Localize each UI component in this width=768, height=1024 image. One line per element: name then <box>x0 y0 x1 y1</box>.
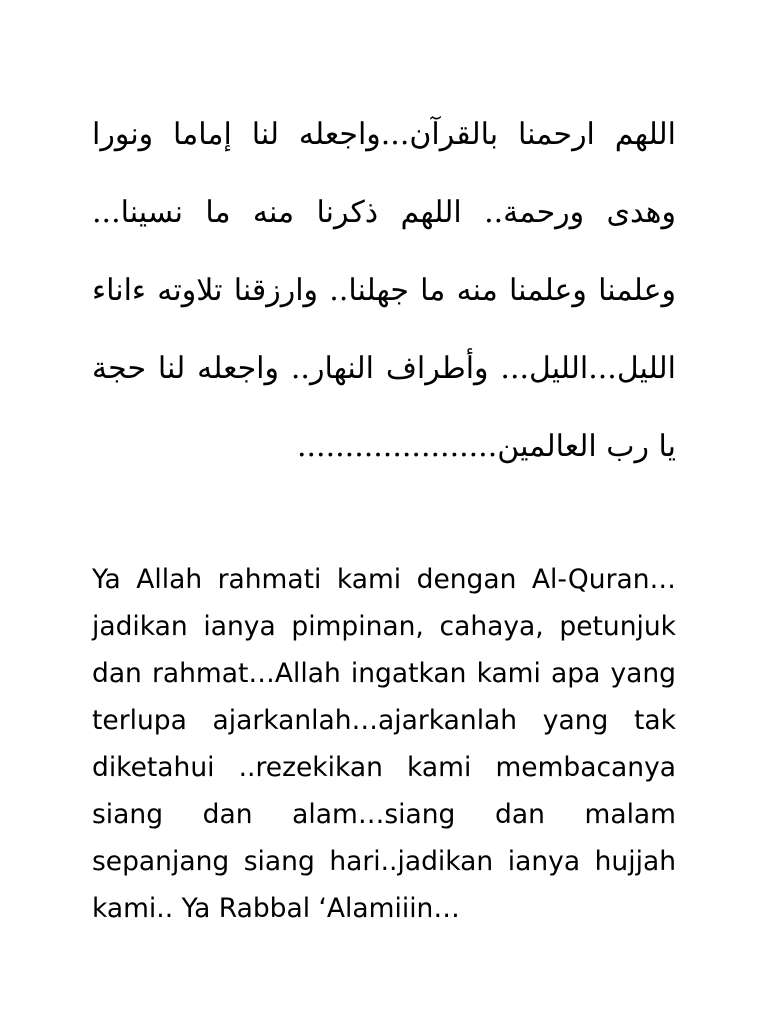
translation-line-5: diketahui ..rezekikan kami membacanya <box>92 752 676 783</box>
arabic-line-4: الليل...الليل... وأطراف النهار.. واجعله لنا حجة <box>92 351 676 386</box>
arabic-prayer-text <box>92 96 676 486</box>
translation-line-4: terlupa ajarkanlah…ajarkanlah yang tak <box>92 705 676 736</box>
arabic-line-5: يا رب العالمين..................... <box>296 429 676 464</box>
arabic-line-2: وهدى ورحمة.. اللهم ذكرنا منه ما نسينا... <box>92 195 676 230</box>
arabic-line-1: اللهم ارحمنا بالقرآن...واجعله لنا إماما ونورا <box>92 117 676 152</box>
translation-line-1: Ya Allah rahmati kami dengan Al-Quran… <box>92 564 676 595</box>
translation-line-7: sepanjang siang hari..jadikan ianya hujjah <box>92 846 676 877</box>
translation-line-8: kami.. Ya Rabbal ‘Alamiiin… <box>92 893 460 924</box>
translation-line-3: dan rahmat…Allah ingatkan kami apa yang <box>92 658 676 689</box>
translation-line-2: jadikan ianya pimpinan, cahaya, petunjuk <box>92 611 676 642</box>
translation-line-6: siang dan alam…siang dan malam <box>92 799 676 830</box>
translation-paragraph <box>92 556 676 932</box>
arabic-line-3: وعلمنا وعلمنا منه ما جهلنا.. وارزقنا تلاوته ءاناء <box>92 273 676 308</box>
